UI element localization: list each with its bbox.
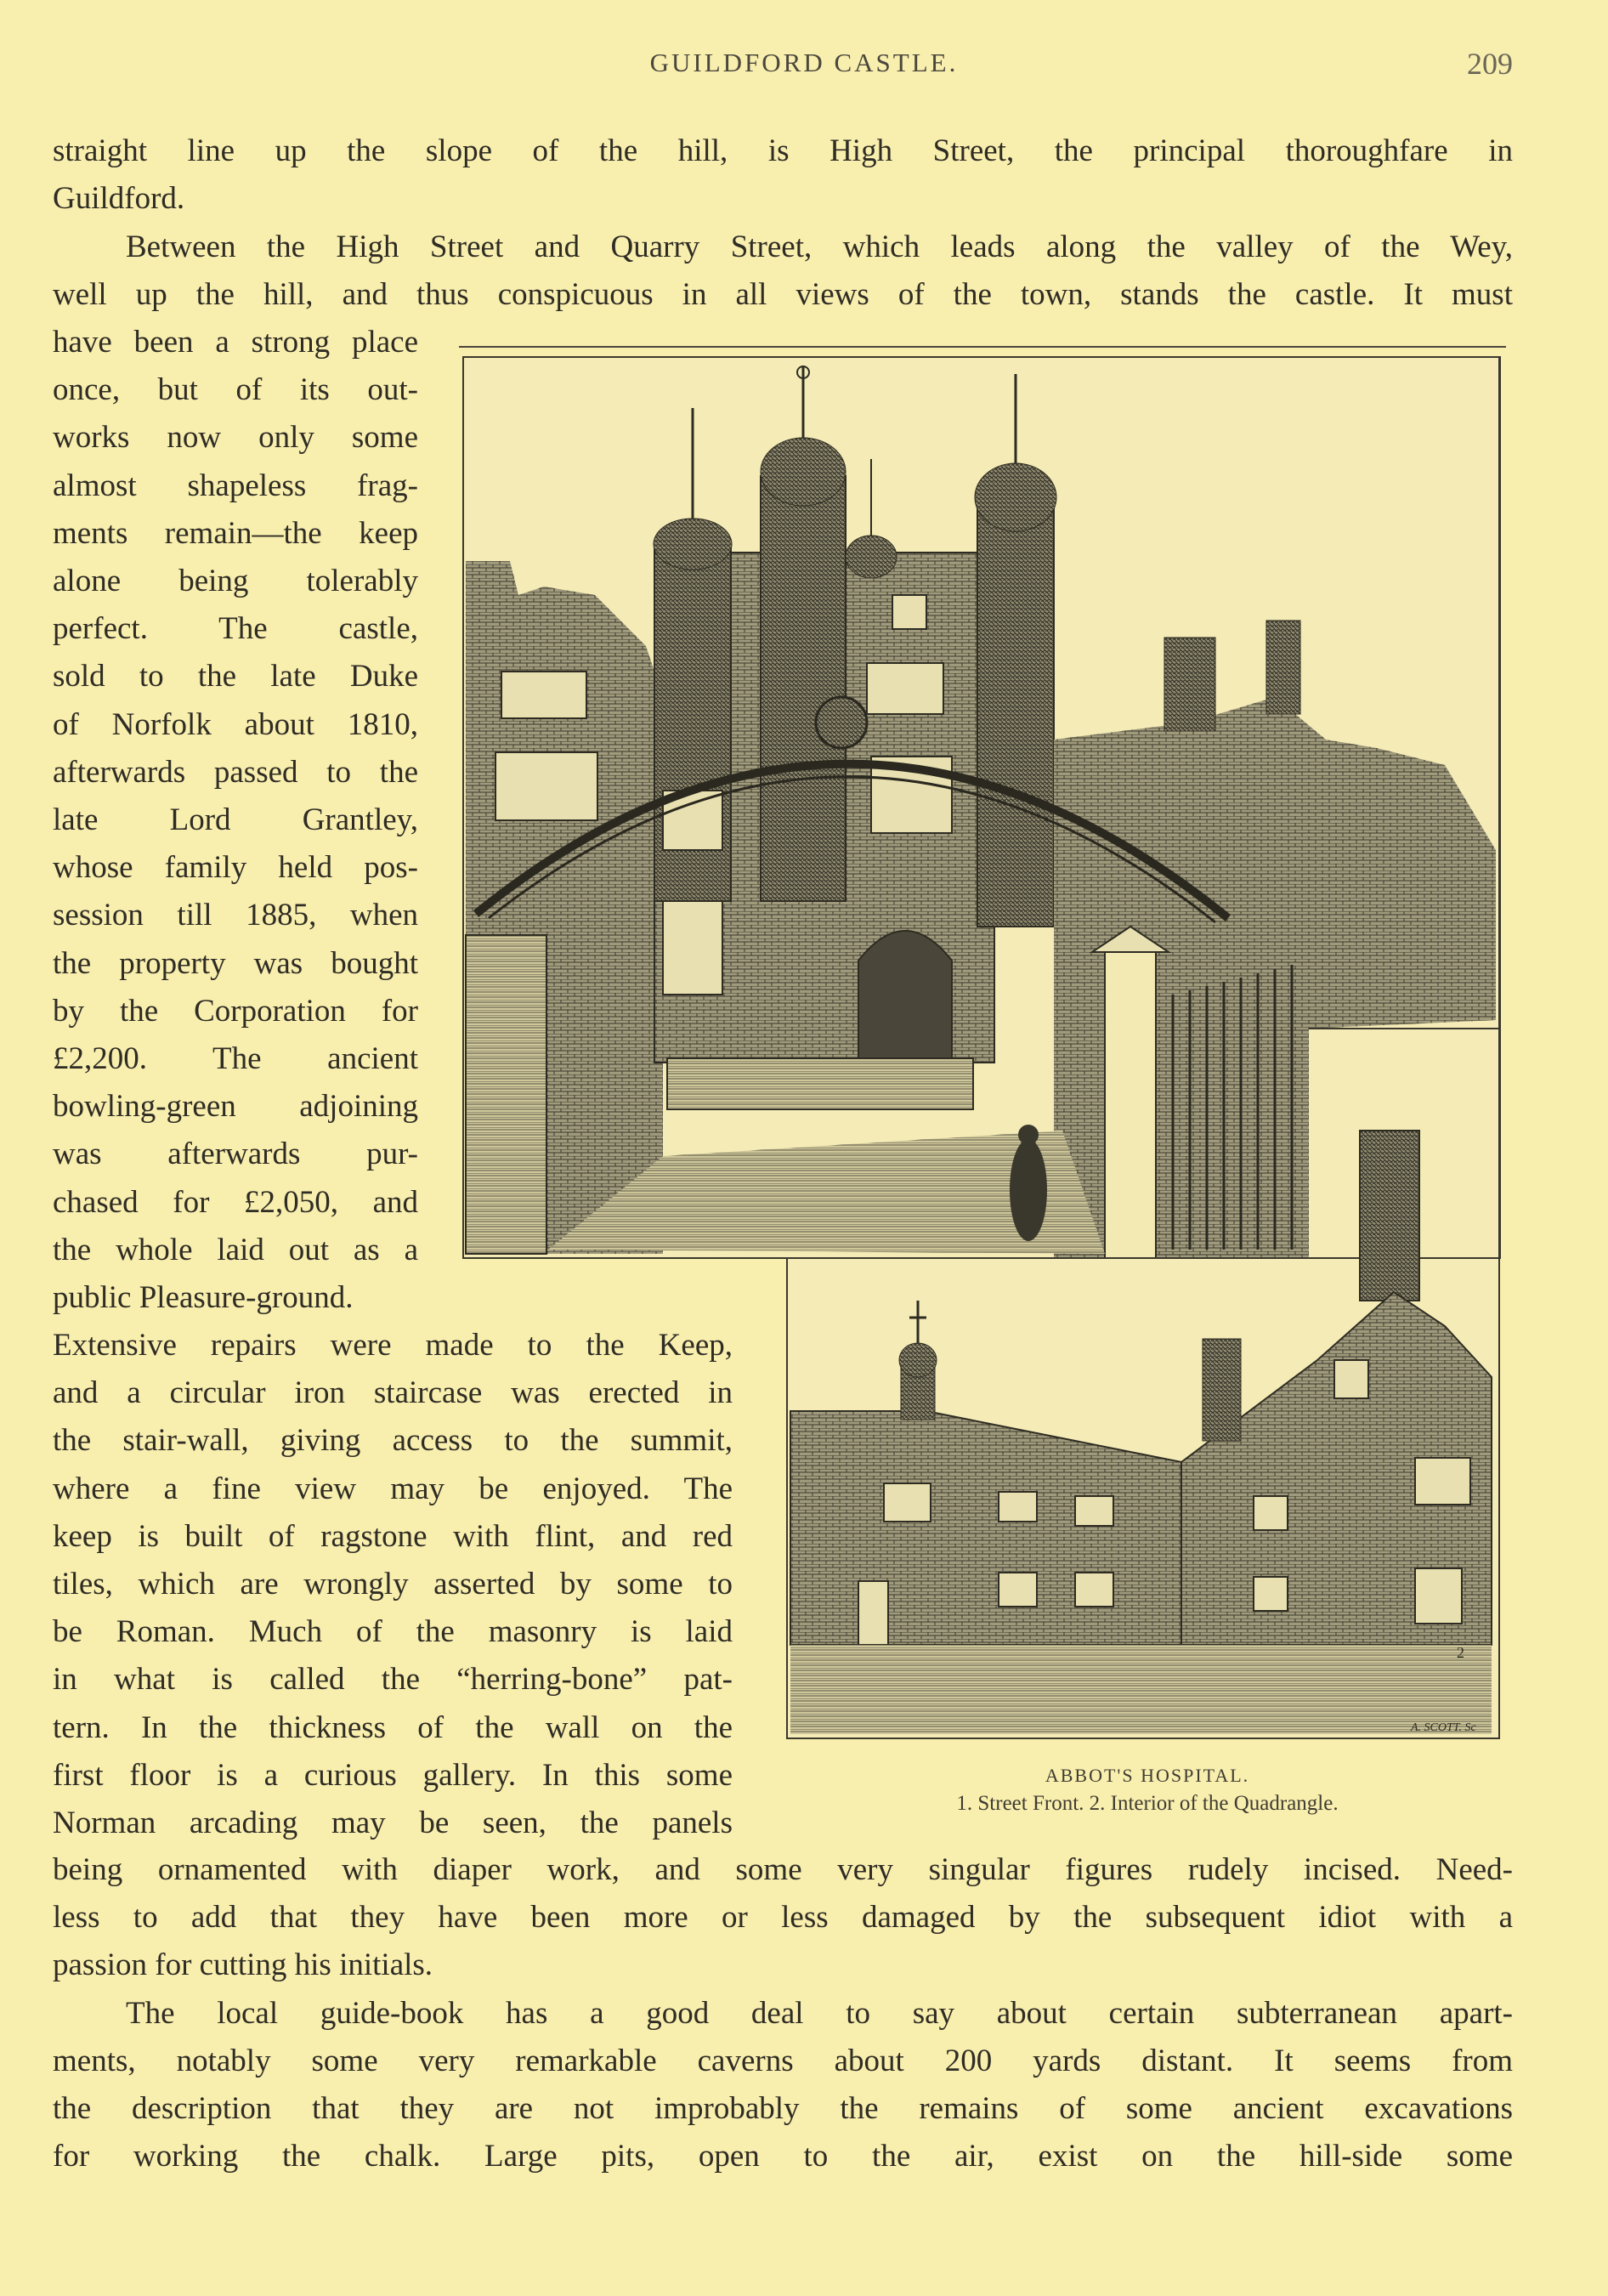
text-line: chased for £2,050, and [53, 1184, 418, 1220]
text-line: of Norfolk about 1810, [53, 706, 418, 742]
text-line: keep is built of ragstone with flint, and red [53, 1518, 733, 1554]
text-line: alone being tolerably [53, 564, 418, 598]
text-line: Guildford. [53, 181, 185, 216]
figure-caption-title: ABBOT'S HOSPITAL. [1045, 1765, 1250, 1786]
figure-caption-subtitle: 1. Street Front. 2. Interior of the Quadrangle. [956, 1792, 1339, 1815]
text-line: well up the hill, and thus conspicuous in all views of the town, stands the castle. It must [53, 277, 1513, 312]
text-line: Extensive repairs were made to the Keep, [53, 1328, 733, 1363]
text-line: The local guide-book has a good deal to say about certain subterranean apart- [126, 1995, 1513, 2031]
text-line: be Roman. Much of the masonry is laid [53, 1614, 733, 1650]
text-line: being ornamented with diaper work, and some very singular figures rudely incised. Need- [53, 1852, 1513, 1887]
text-line: the whole laid out as a [53, 1232, 418, 1267]
text-line: passion for cutting his initials. [53, 1947, 433, 1983]
text-line: late Lord Grantley, [53, 802, 418, 837]
text-line: the description that they are not improbably the remains of some ancient excavations [53, 2091, 1513, 2126]
plate-number-2: 2 [1457, 1644, 1464, 1661]
text-line: the property was bought [53, 945, 418, 981]
text-line: for working the chalk. Large pits, open to the air, exist on the hill-side some [53, 2139, 1513, 2174]
text-line: straight line up the slope of the hill, is High Street, the principal thoroughfare in [53, 133, 1513, 168]
running-head-title: GUILDFORD CASTLE. [649, 48, 959, 77]
text-line: tern. In the thickness of the wall on the [53, 1709, 733, 1745]
text-line: in what is called the “herring-bone” pat- [53, 1662, 733, 1698]
text-line: Between the High Street and Quarry Street, which leads along the valley of the Wey, [126, 230, 1513, 264]
text-line: ments, notably some very remarkable caverns about 200 yards distant. It seems from [53, 2043, 1513, 2078]
text-line: afterwards passed to the [53, 754, 418, 790]
text-line: the stair-wall, giving access to the summit, [53, 1423, 733, 1459]
text-line: where a fine view may be enjoyed. The [53, 1471, 733, 1506]
text-line: first floor is a curious gallery. In this some [53, 1757, 733, 1793]
text-line: whose family held pos- [53, 850, 418, 886]
text-line: have been a strong place [53, 325, 418, 360]
text-line: £2,200. The ancient [53, 1041, 418, 1076]
text-line: sold to the late Duke [53, 659, 418, 694]
text-line: Norman arcading may be seen, the panels [53, 1806, 733, 1840]
text-line: was afterwards pur- [53, 1137, 418, 1172]
text-line: almost shapeless frag- [53, 468, 418, 503]
text-line: less to add that they have been more or less damaged by the subsequent idiot with a [53, 1900, 1513, 1936]
text-line: ments remain—the keep [53, 515, 418, 551]
text-line: bowling-green adjoining [53, 1089, 418, 1125]
text-line: session till 1885, when [53, 898, 418, 933]
page-number: 209 [1467, 47, 1513, 81]
engraver-signature: A. SCOTT. Sc [1411, 1721, 1476, 1734]
text-line: and a circular iron staircase was erected in [53, 1375, 733, 1411]
text-line: perfect. The castle, [53, 611, 418, 647]
text-line: works now only some [53, 420, 418, 456]
text-line: public Pleasure-ground. [53, 1280, 354, 1315]
text-line: by the Corporation for [53, 993, 418, 1029]
text-line: tiles, which are wrongly asserted by some to [53, 1567, 733, 1602]
plate-street-front [463, 357, 1500, 1258]
text-line: once, but of its out- [53, 372, 418, 408]
